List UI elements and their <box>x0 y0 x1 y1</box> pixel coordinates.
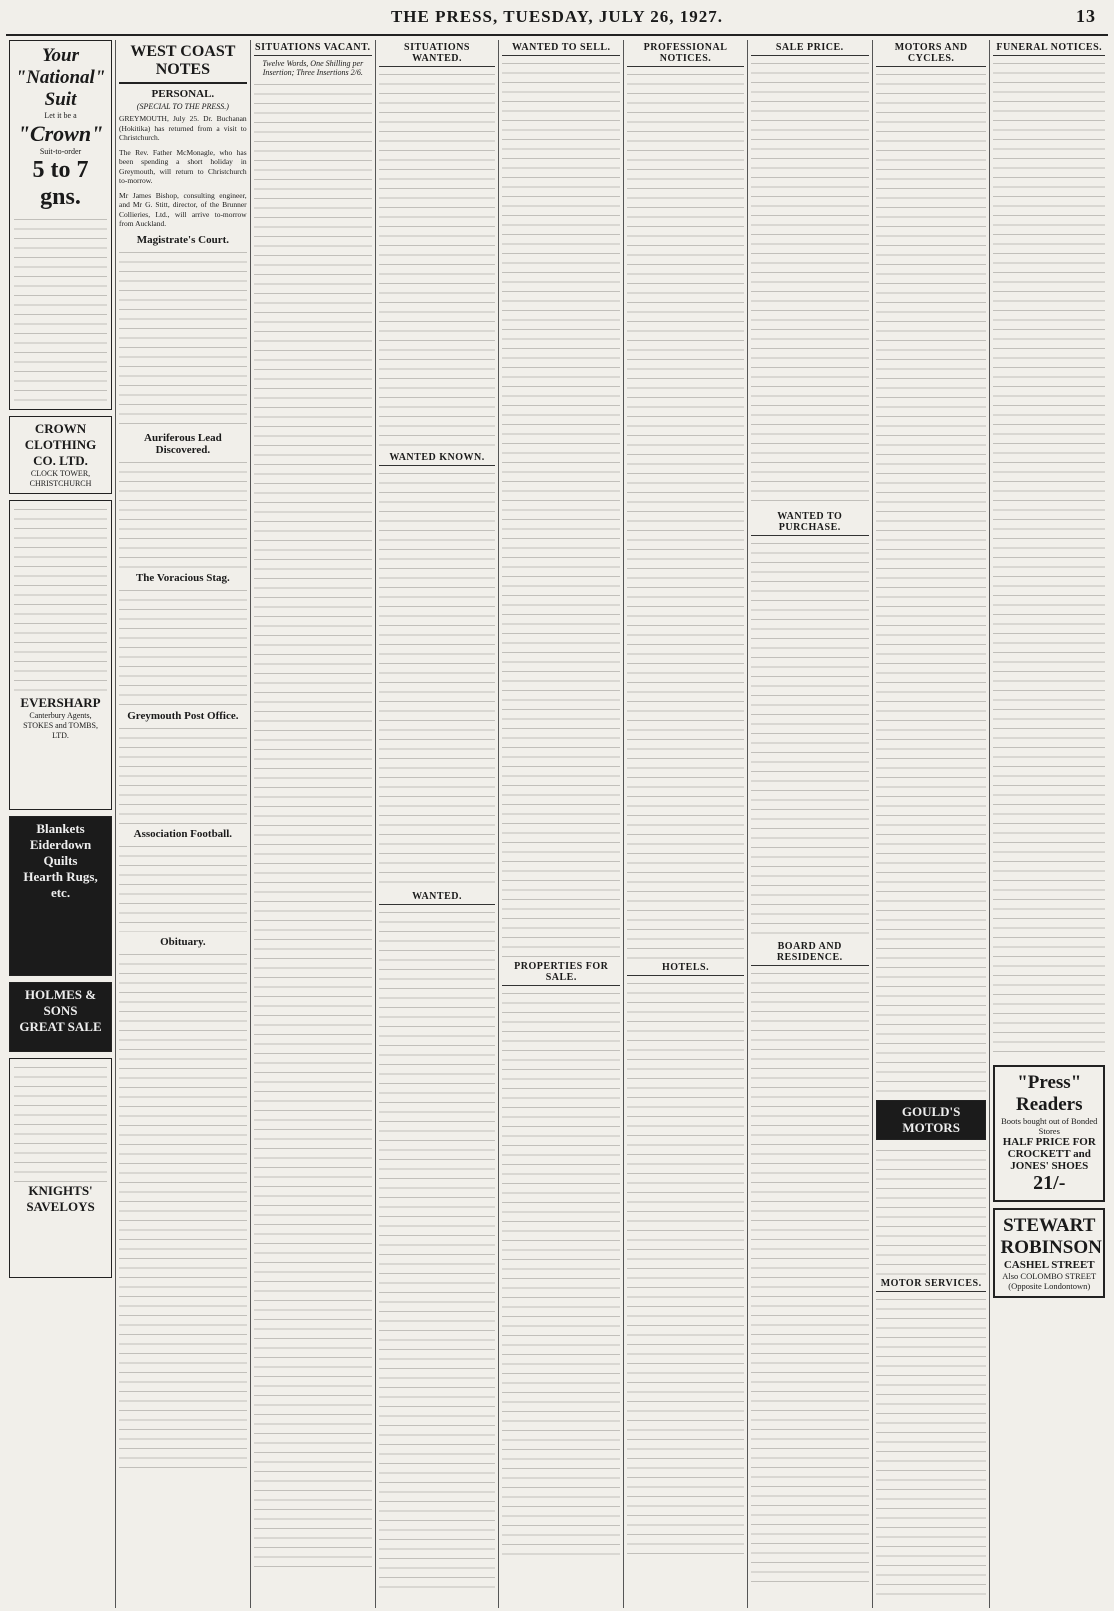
section-heading: FUNERAL NOTICES. <box>993 42 1105 56</box>
eversharp-ad: EVERSHARP Canterbury Agents, STOKES and TOMBS, LTD. <box>9 500 112 810</box>
section-heading: SITUATIONS VACANT. <box>254 42 372 56</box>
blankets-ad: Blankets Eiderdown Quilts Hearth Rugs, etc. <box>9 816 112 976</box>
page-number: 13 <box>1076 6 1096 26</box>
section-heading: MOTORS AND CYCLES. <box>876 42 987 67</box>
section-subtitle: PERSONAL. <box>151 88 215 100</box>
crown-clothing-ad: CROWN CLOTHING CO. LTD. CLOCK TOWER, CHRISTCHURCH <box>9 416 112 494</box>
rate-line: Twelve Words, One Shilling per Insertion; Three Insertions 2/6. <box>262 59 364 77</box>
subheading: The Voracious Stag. <box>135 571 230 584</box>
classified-column <box>376 40 499 1608</box>
subheading: Association Football. <box>133 827 233 840</box>
section-heading: WANTED KNOWN. <box>379 452 495 466</box>
classified-column <box>499 40 624 1608</box>
advertisement-column <box>6 40 116 1608</box>
section-heading: SALE PRICE. <box>751 42 869 56</box>
subheading: Greymouth Post Office. <box>127 709 239 722</box>
news-item: The Rev. Father McMonagle, who has been spending a short holiday in Greymouth, will return to Christchurch to-morrow. <box>119 147 247 185</box>
holmes-sale-ad: HOLMES & SONS GREAT SALE <box>9 982 112 1052</box>
section-heading: SITUATIONS WANTED. <box>379 42 495 67</box>
subheading: Obituary. <box>160 935 206 948</box>
section-heading: MOTOR SERVICES. <box>876 1278 987 1292</box>
classified-column <box>748 40 873 1608</box>
press-readers-ad: "Press" Readers Boots bought out of Bonded Stores HALF PRICE FOR CROCKETT and JONES' SHOES 21/- <box>993 1065 1105 1202</box>
masthead <box>6 0 1108 36</box>
west-coast-notes-column <box>116 40 251 1608</box>
news-item: Mr James Bishop, consulting engineer, and Mr G. Stitt, director, of the Brunner Collieries, Ltd., will arrive to-morrow from Auckland. <box>119 190 247 228</box>
section-heading: HOTELS. <box>627 962 743 976</box>
classified-column <box>251 40 376 1608</box>
section-heading: WANTED. <box>379 891 495 905</box>
section-title: WEST COAST NOTES <box>119 40 247 84</box>
knights-saveloys-ad: KNIGHTS' SAVELOYS <box>9 1058 112 1278</box>
masthead-title: THE PRESS, TUESDAY, JULY 26, 1927. <box>390 7 724 26</box>
stewart-robinson-ad: STEWART ROBINSON CASHEL STREET Also COLOMBO STREET (Opposite Londontown) <box>993 1208 1105 1298</box>
section-heading: WANTED TO PURCHASE. <box>751 511 869 536</box>
classified-column <box>624 40 747 1608</box>
byline: (SPECIAL TO THE PRESS.) <box>136 102 229 111</box>
subheading: Auriferous Lead Discovered. <box>144 431 222 456</box>
goulds-motors-ad: GOULD'S MOTORS <box>876 1100 987 1140</box>
section-heading: BOARD AND RESIDENCE. <box>751 941 869 966</box>
subheading: Magistrate's Court. <box>136 233 229 246</box>
funeral-notices-column <box>990 40 1108 1608</box>
section-heading: PROPERTIES FOR SALE. <box>502 961 620 986</box>
classified-column <box>873 40 991 1608</box>
section-heading: WANTED TO SELL. <box>502 42 620 56</box>
news-item: GREYMOUTH, July 25. Dr. Buchanan (Hokitika) has returned from a visit to Christchurch. <box>119 114 247 142</box>
section-heading: PROFESSIONAL NOTICES. <box>627 42 743 67</box>
crown-suit-ad: Your "National" Suit Let it be a "Crown" Suit-to-order 5 to 7 gns. <box>9 40 112 410</box>
